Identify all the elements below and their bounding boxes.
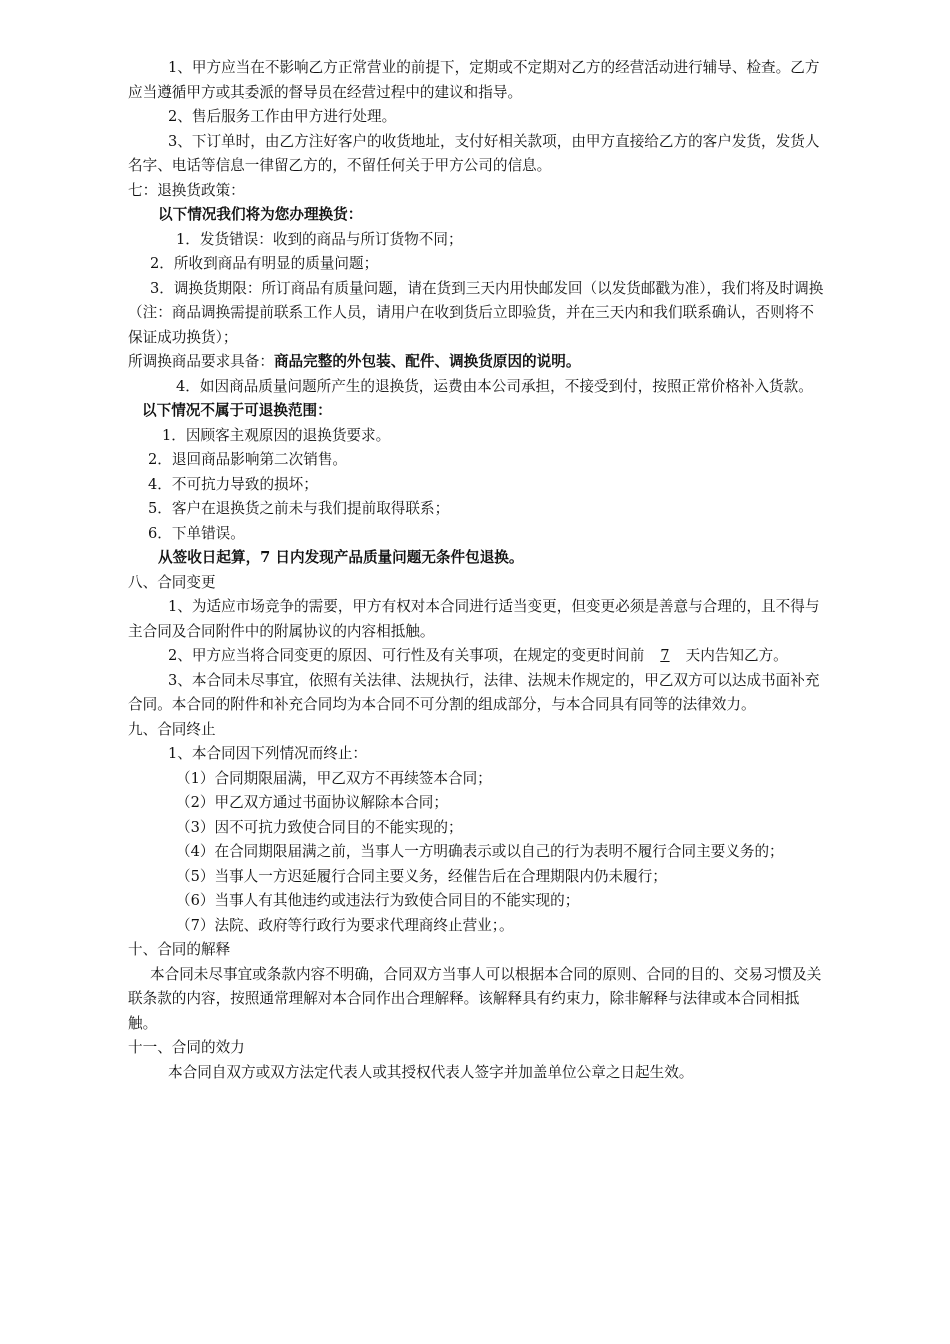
sec7-heading: 七：退换货政策： [128, 181, 245, 199]
termination-item: （4）在合同期限届满之前，当事人一方明确表示或以自己的行为表明不履行合同主要义务的； [176, 843, 784, 860]
document-body [128, 56, 828, 1085]
termination-item: （6）当事人有其他违约或违法行为致使合同目的不能实现的； [176, 892, 580, 909]
termination-item: （5）当事人一方迟延履行合同主要义务，经催告后在合理期限内仍未履行； [176, 867, 667, 885]
sec8-para-3: 3、本合同未尽事宜，依照有关法律、法规执行，法律、法规未作规定的，甲乙双方可以达成书面补充合同。本合同的附件和补充合同均为本合同不可分割的组成部分，与本合同具有同等的法律效力。 [128, 671, 820, 713]
sec8-heading: 八、合同变更 [128, 573, 216, 591]
sec8-para-2 [128, 644, 828, 669]
exchange-item-1: 1．发货错误：收到的商品与所订货物不同； [176, 230, 463, 248]
exchange-title: 以下情况我们将为您办理换货： [158, 206, 363, 223]
exchange-item-3: 3．调换货期限：所订商品有质量问题，请在货到三天内用快邮发回（以发货邮戳为准），我们将及时调换 [150, 279, 824, 297]
termination-item: （2）甲乙双方通过书面协议解除本合同； [176, 794, 448, 811]
exchange-item-4: 4．如因商品质量问题所产生的退换货，运费由本公司承担，不接受到付，按照正常价格补入货款。 [176, 377, 813, 395]
sec11-para-1: 本合同自双方或双方法定代表人或其授权代表人签字并加盖单位公章之日起生效。 [168, 1063, 694, 1081]
excluded-item-5: 5．客户在退换货之前未与我们提前取得联系； [148, 500, 450, 517]
requirement-prefix: 所调换商品要求具备： [128, 353, 274, 370]
sec9-intro: 1、本合同因下列情况而终止： [168, 745, 368, 762]
exchange-item-2: 2．所收到商品有明显的质量问题； [150, 255, 379, 272]
excluded-item-6: 6．下单错误。 [148, 524, 245, 542]
exchange-note: （注：商品调换需提前联系工作人员，请用户在收到货后立即验货，并在三天内和我们联系确认，否则将不保证成功换货）； [128, 304, 814, 346]
excluded-item-4: 4．不可抗力导致的损坏； [148, 475, 318, 493]
sec6-para-1: 1、甲方应当在不影响乙方正常营业的前提下，定期或不定期对乙方的经营活动进行辅导、检查。乙方应当遵循甲方或其委派的督导员在经营过程中的建议和指导。 [128, 59, 820, 101]
excluded-title: 以下情况不属于可退换范围： [142, 402, 332, 419]
sec8-para-2-before: 2、甲方应当将合同变更的原因、可行性及有关事项，在规定的变更时间前 [168, 647, 645, 664]
exchange-requirement [128, 350, 828, 375]
termination-item: （7）法院、政府等行政行为要求代理商终止营业；。 [176, 916, 514, 934]
sec6-para-2: 2、售后服务工作由甲方进行处理。 [168, 108, 397, 125]
excluded-item-1: 1．因顾客主观原因的退换货要求。 [162, 426, 391, 444]
requirement-bold: 商品完整的外包装、配件、调换货原因的说明。 [273, 353, 581, 370]
sec10-para-1: 本合同未尽事宜或条款内容不明确，合同双方当事人可以根据本合同的原则、合同的目的、交易习惯及关联条款的内容，按照通常理解对本合同作出合理解释。该解释具有约束力，除非解释与法律或本合同相抵触。 [128, 965, 822, 1032]
sec9-heading: 九、合同终止 [128, 720, 216, 738]
sec10-heading: 十、合同的解释 [128, 941, 231, 958]
termination-item: （1）合同期限届满，甲乙双方不再续签本合同； [176, 769, 492, 787]
sec8-para-1: 1、为适应市场竞争的需要，甲方有权对本合同进行适当变更，但变更必须是善意与合理的，且不得与主合同及合同附件中的附属协议的内容相抵触。 [128, 598, 820, 640]
guarantee-line: 从签收日起算，7 日内发现产品质量问题无条件包退换。 [158, 549, 524, 566]
termination-item: （3）因不可抗力致使合同目的不能实现的； [176, 818, 463, 836]
excluded-item-2: 2．退回商品影响第二次销售。 [148, 451, 348, 468]
change-notice-days: 7 [660, 647, 670, 664]
sec11-heading: 十一、合同的效力 [128, 1039, 245, 1056]
sec6-para-3: 3、下订单时，由乙方注好客户的收货地址，支付好相关款项，由甲方直接给乙方的客户发货，发货人名字、电话等信息一律留乙方的，不留任何关于甲方公司的信息。 [128, 132, 820, 174]
sec8-para-2-after: 天内告知乙方。 [685, 647, 788, 664]
